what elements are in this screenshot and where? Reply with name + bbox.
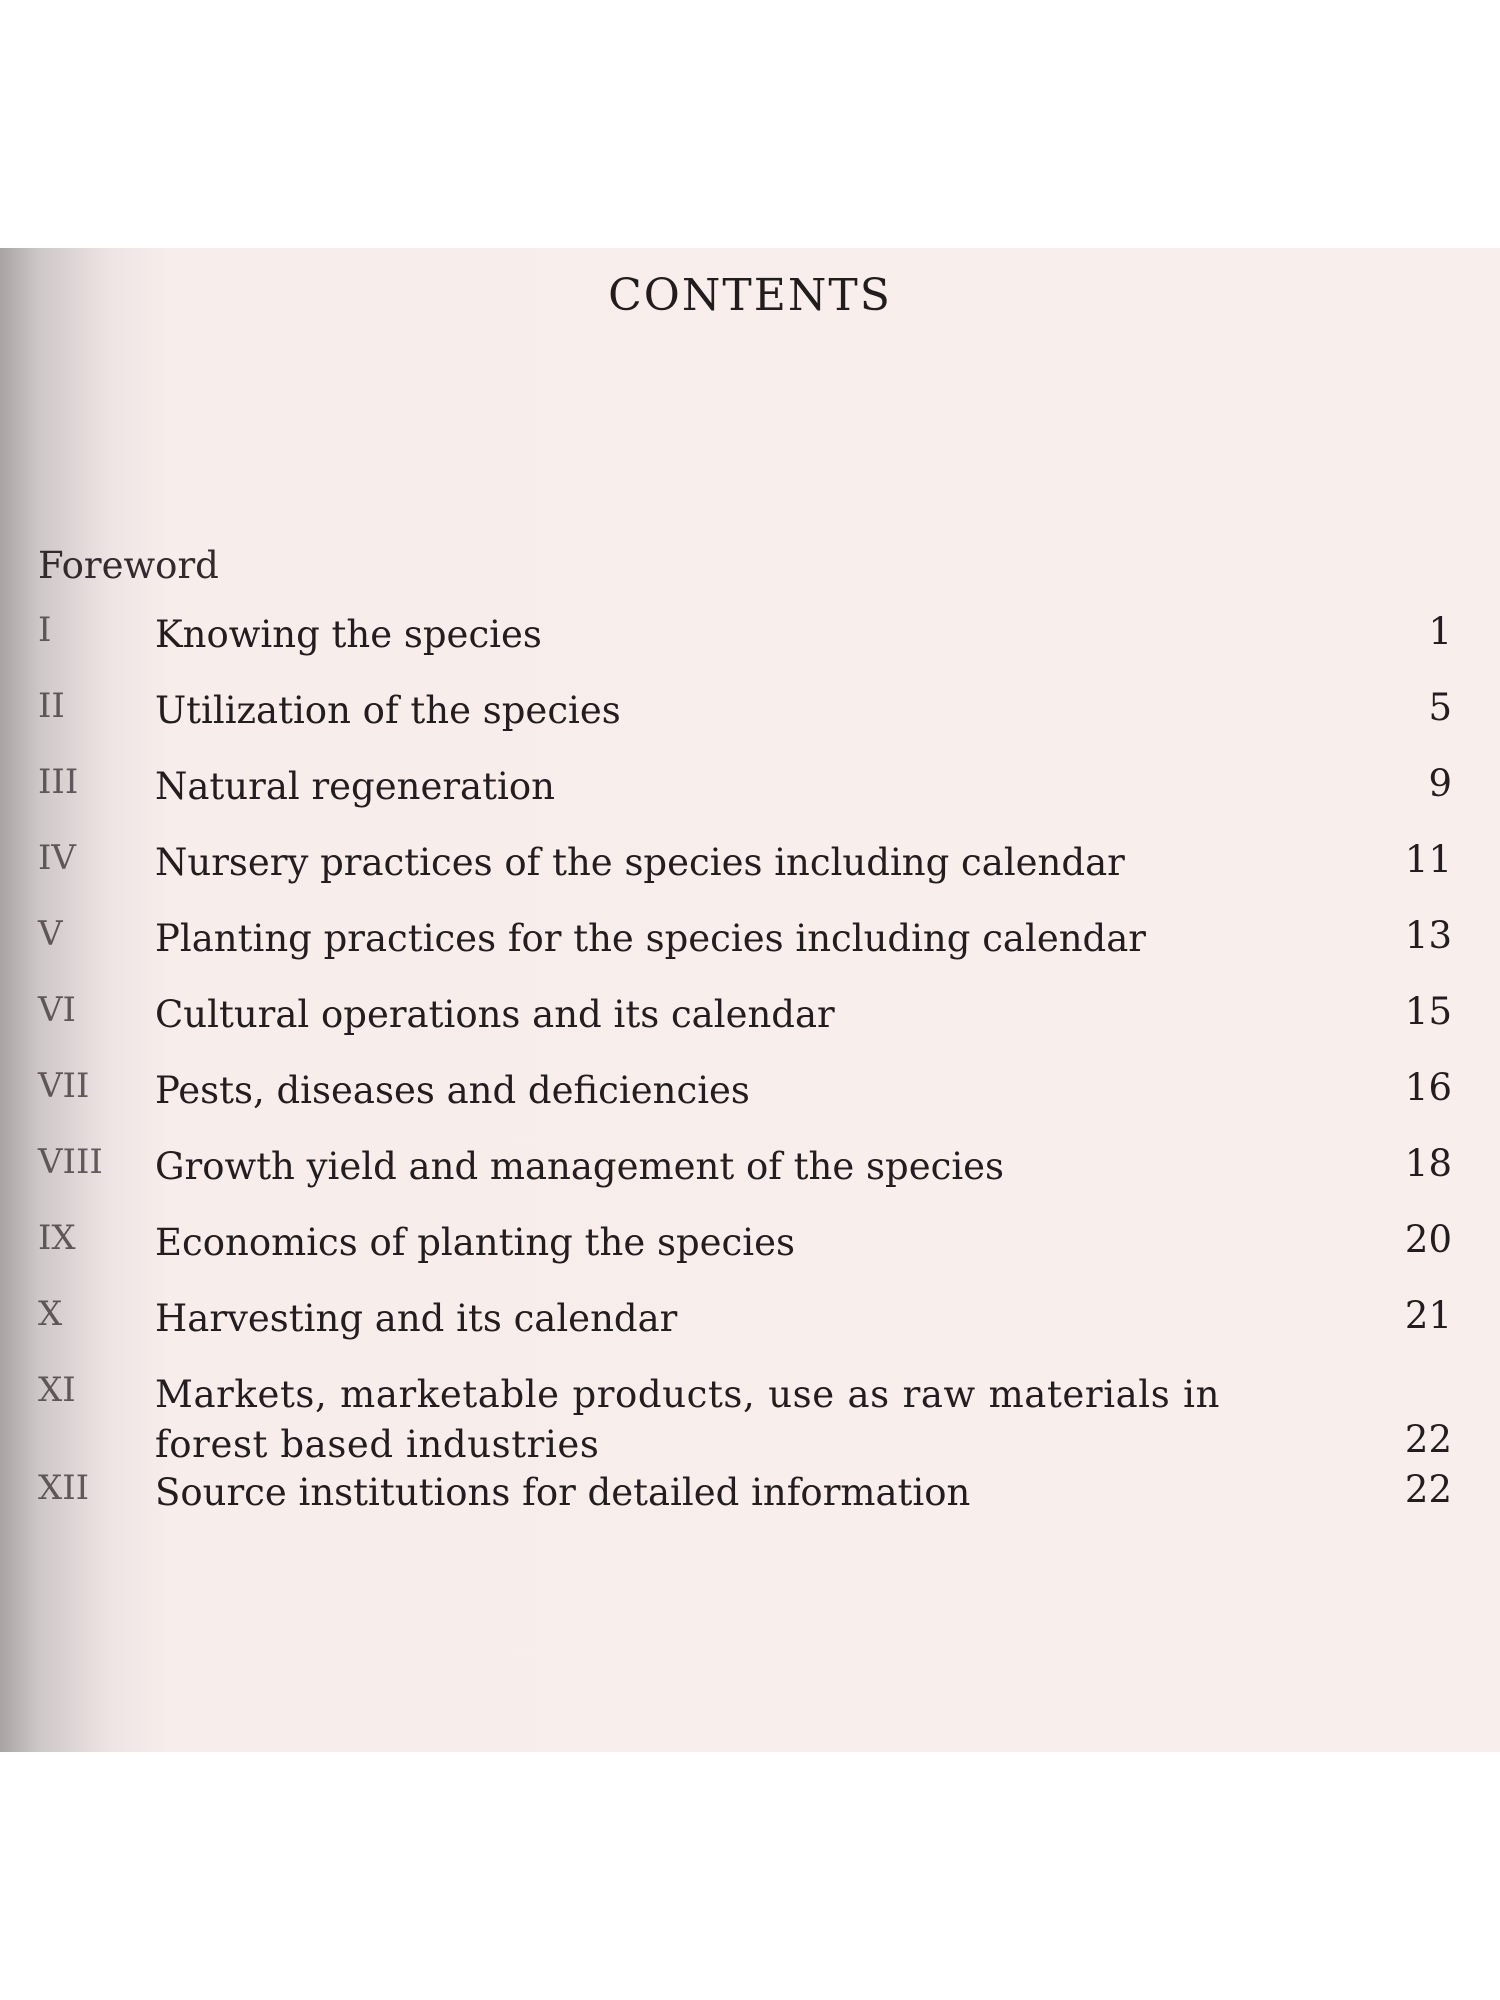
page-number: 15 (1404, 990, 1452, 1033)
chapter-numeral: VII (38, 1066, 90, 1106)
toc-entry (0, 1294, 1500, 1370)
toc-entry (0, 1218, 1500, 1294)
page-number: 21 (1404, 1294, 1452, 1337)
chapter-title: Markets, marketable products, use as raw materials in forest based industries (155, 1373, 1220, 1466)
chapter-title: Harvesting and its calendar (155, 1297, 678, 1340)
toc-entry (0, 914, 1500, 990)
toc-entry (0, 610, 1500, 686)
page-number: 22 (1404, 1468, 1452, 1511)
chapter-title: Growth yield and management of the species (155, 1145, 1005, 1188)
toc-entry (0, 1370, 1500, 1468)
page-number: 18 (1404, 1142, 1452, 1185)
chapter-title: Source institutions for detailed information (155, 1471, 971, 1514)
page-number: 9 (1428, 762, 1452, 805)
chapter-numeral: XII (38, 1468, 90, 1508)
contents-page (0, 248, 1500, 1752)
chapter-numeral: VIII (38, 1142, 103, 1182)
chapter-numeral: IV (38, 838, 76, 878)
chapter-numeral: IX (38, 1218, 76, 1258)
page-number: 1 (1428, 610, 1452, 653)
chapter-numeral: XI (38, 1370, 76, 1410)
chapter-title: Knowing the species (155, 613, 542, 656)
page-number: 16 (1404, 1066, 1452, 1109)
page-number: 20 (1404, 1218, 1452, 1261)
toc-entry (0, 990, 1500, 1066)
chapter-numeral: I (38, 610, 52, 650)
table-of-contents (0, 610, 1500, 1544)
toc-entry (0, 686, 1500, 762)
toc-entry (0, 1468, 1500, 1544)
chapter-title: Natural regeneration (155, 765, 555, 808)
toc-entry (0, 762, 1500, 838)
page-number: 13 (1404, 914, 1452, 957)
chapter-title: Nursery practices of the species including calendar (155, 841, 1125, 884)
page-number: 22 (1404, 1418, 1452, 1461)
toc-entry (0, 1142, 1500, 1218)
foreword-entry: Foreword (38, 544, 219, 587)
page-number: 11 (1404, 838, 1452, 881)
chapter-title: Utilization of the species (155, 689, 621, 732)
toc-entry (0, 1066, 1500, 1142)
chapter-title: Cultural operations and its calendar (155, 993, 835, 1036)
toc-entry (0, 838, 1500, 914)
page-title: CONTENTS (608, 270, 892, 321)
chapter-numeral: III (38, 762, 79, 802)
chapter-title: Planting practices for the species including calendar (155, 917, 1146, 960)
chapter-numeral: II (38, 686, 65, 726)
chapter-numeral: VI (38, 990, 76, 1030)
chapter-title: Economics of planting the species (155, 1221, 795, 1264)
chapter-numeral: V (38, 914, 63, 954)
chapter-numeral: X (38, 1294, 63, 1334)
chapter-title: Pests, diseases and deficiencies (155, 1069, 750, 1112)
page-number: 5 (1428, 686, 1452, 729)
